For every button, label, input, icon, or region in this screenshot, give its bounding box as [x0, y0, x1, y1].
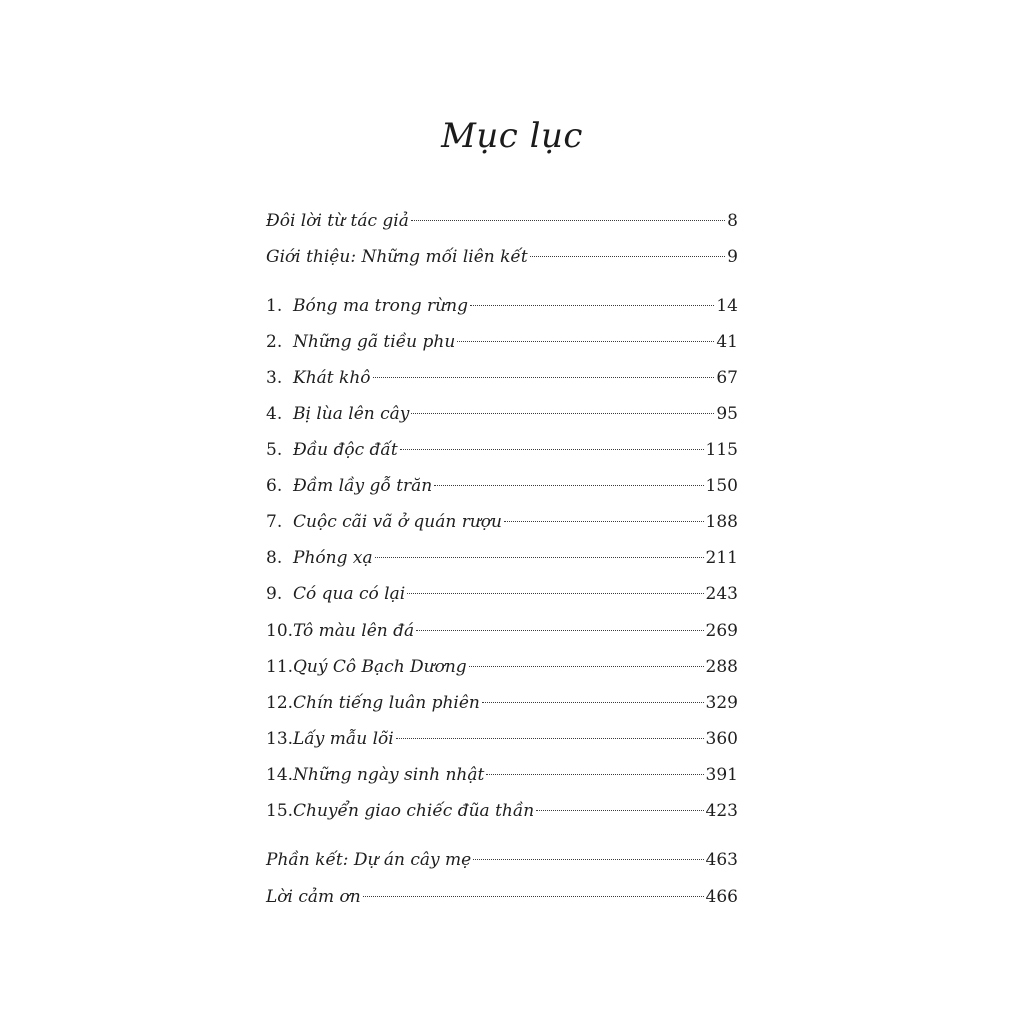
- toc-entry-label: Quý Cô Bạch Dương: [293, 657, 467, 677]
- dot-leader: [473, 859, 703, 860]
- toc-entry-label: Chín tiếng luân phiên: [293, 693, 480, 713]
- toc-entry-chapter-7: [266, 508, 738, 536]
- chapter-number: 7.: [266, 512, 283, 532]
- dot-leader: [416, 630, 703, 631]
- toc-entry-page: 423: [705, 801, 738, 821]
- toc-entry-label: Tô màu lên đá: [293, 621, 415, 641]
- toc-entry-label: Đầu độc đất: [293, 440, 398, 460]
- dot-leader: [504, 521, 704, 522]
- dot-leader: [530, 256, 725, 257]
- dot-leader: [482, 702, 704, 703]
- dot-leader: [434, 485, 703, 486]
- dot-leader: [373, 377, 715, 378]
- chapter-number: 2.: [266, 332, 283, 352]
- table-of-contents: [266, 0, 738, 1024]
- toc-entry-label: Bị lùa lên cây: [293, 404, 410, 424]
- toc-entry-page: 14: [716, 296, 738, 316]
- toc-entry-label: Lấy mẫu lõi: [293, 729, 394, 749]
- dot-leader: [411, 413, 714, 414]
- toc-entry-page: 150: [705, 476, 738, 496]
- toc-entry-page: 360: [705, 729, 738, 749]
- toc-entry-label: Đầm lầy gỗ trăn: [293, 476, 433, 496]
- chapter-number: 12.: [266, 693, 294, 713]
- toc-entry-page: 95: [716, 404, 738, 424]
- toc-entry-label: Chuyển giao chiếc đũa thần: [293, 801, 535, 821]
- toc-entry-page: 391: [705, 765, 738, 785]
- toc-entry-page: 269: [705, 621, 738, 641]
- toc-entry-page: 9: [727, 247, 738, 267]
- toc-entry-page: 463: [705, 850, 738, 870]
- chapter-number: 15.: [266, 801, 294, 821]
- toc-entry-label: Khát khô: [293, 368, 371, 388]
- toc-entry-label: Lời cảm ơn: [266, 887, 361, 907]
- toc-entry-label: Đôi lời từ tác giả: [266, 211, 409, 231]
- chapter-number: 1.: [266, 296, 283, 316]
- dot-leader: [407, 593, 703, 594]
- toc-entry-page: 211: [705, 548, 738, 568]
- chapter-number: 4.: [266, 404, 283, 424]
- toc-entry-chapter-10: [266, 617, 738, 645]
- chapter-number: 9.: [266, 584, 283, 604]
- dot-leader: [469, 666, 704, 667]
- dot-leader: [375, 557, 704, 558]
- toc-entry-page: 243: [705, 584, 738, 604]
- dot-leader: [396, 738, 704, 739]
- toc-entry-chapter-2: [266, 328, 738, 356]
- toc-entry-chapter-6: [266, 472, 738, 500]
- chapter-number: 5.: [266, 440, 283, 460]
- toc-entry-page: 288: [705, 657, 738, 677]
- toc-entry-chapter-4: [266, 400, 738, 428]
- toc-entry-label: Những gã tiều phu: [293, 332, 456, 352]
- toc-entry-label: Cuộc cãi vã ở quán rượu: [293, 512, 502, 532]
- toc-entry-chapter-8: [266, 544, 738, 572]
- dot-leader: [363, 896, 704, 897]
- toc-entry-chapter-9: [266, 580, 738, 608]
- chapter-number: 3.: [266, 368, 283, 388]
- toc-entry-page: 115: [705, 440, 738, 460]
- chapter-number: 6.: [266, 476, 283, 496]
- toc-entry-label: Có qua có lại: [293, 584, 406, 604]
- toc-entry-chapter-14: [266, 761, 738, 789]
- toc-entry-page: 67: [716, 368, 738, 388]
- toc-entry-chapter-11: [266, 653, 738, 681]
- dot-leader: [411, 220, 725, 221]
- toc-entry-chapter-5: [266, 436, 738, 464]
- toc-entry-label: Phóng xạ: [293, 548, 373, 568]
- page-title: Mục lục: [441, 116, 583, 156]
- toc-entry-chapter-13: [266, 725, 738, 753]
- toc-entry-label: Bóng ma trong rừng: [293, 296, 468, 316]
- toc-entry-page: 329: [705, 693, 738, 713]
- toc-entry-introduction: [266, 243, 738, 271]
- toc-entry-label: Phần kết: Dự án cây mẹ: [266, 850, 472, 870]
- toc-entry-page: 466: [705, 887, 738, 907]
- toc-entry-label: Những ngày sinh nhật: [293, 765, 485, 785]
- toc-entry-page: 41: [716, 332, 738, 352]
- dot-leader: [400, 449, 704, 450]
- toc-entry-epilogue: [266, 846, 738, 874]
- toc-entry-label: Giới thiệu: Những mối liên kết: [266, 247, 528, 267]
- toc-entry-acknowledgements: [266, 883, 738, 911]
- chapter-number: 13.: [266, 729, 294, 749]
- toc-entry-chapter-1: [266, 292, 738, 320]
- toc-entry-page: 188: [705, 512, 738, 532]
- toc-entry-chapter-15: [266, 797, 738, 825]
- toc-entry-chapter-12: [266, 689, 738, 717]
- chapter-number: 11.: [266, 657, 294, 677]
- chapter-number: 8.: [266, 548, 283, 568]
- toc-entry-chapter-3: [266, 364, 738, 392]
- dot-leader: [457, 341, 714, 342]
- chapter-number: 14.: [266, 765, 294, 785]
- dot-leader: [470, 305, 714, 306]
- dot-leader: [536, 810, 703, 811]
- dot-leader: [486, 774, 703, 775]
- chapter-number: 10.: [266, 621, 294, 641]
- toc-entry-page: 8: [727, 211, 738, 231]
- toc-entry-preface: [266, 207, 738, 235]
